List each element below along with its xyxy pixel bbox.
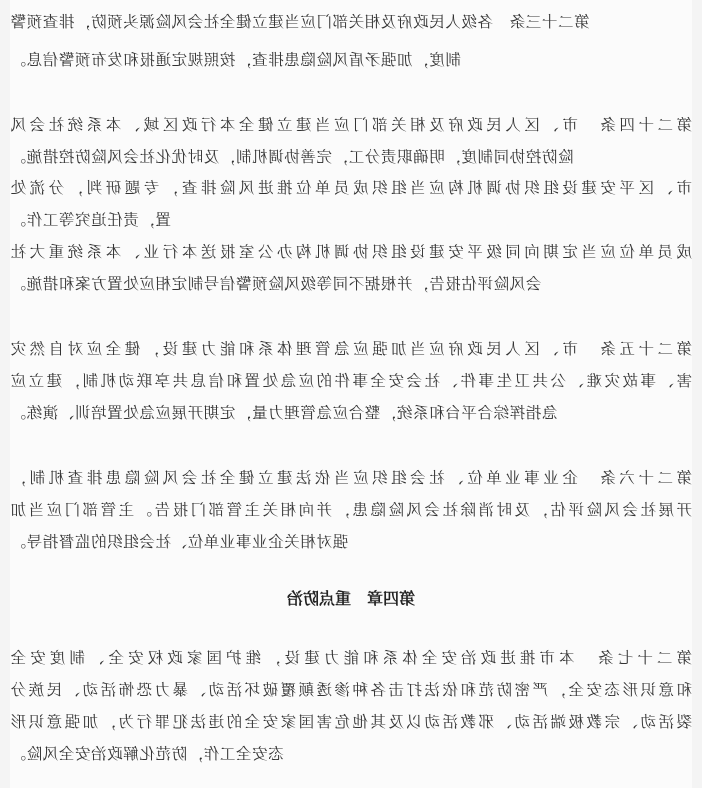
article-25-line-2: 害、事故灾难、公共卫生事件、社会安全事件的应急处置和信息共享联动机制，建立应 — [10, 372, 692, 390]
article-26-line-1: 第二十六条 企业事业单位、社会组织应当依法建立健全社会风险隐患排查机制， — [10, 469, 692, 487]
article-26-line-2: 开展社会风险评估，及时消除社会风险隐患，并向相关主管部门报告。主管部门应当加 — [10, 501, 692, 519]
article-24-line-3: 市、区平安建设组织协调机构应当组织成员单位推进风险排查，专题研判，分流处 — [10, 179, 692, 197]
article-27-line-4: 态安全工作，防范化解政治安全风险。 — [10, 745, 284, 763]
article-25-line-1: 第二十五条 市、区人民政府应当加强应急管理体系和能力建设，健全应对自然灾 — [10, 340, 692, 358]
article-24-line-4: 置，责任追究等工作。 — [10, 211, 172, 229]
article-23-line-2: 制度，加强矛盾风险隐患排查，按照规定通报和发布预警信息。 — [10, 51, 461, 69]
document-page — [10, 0, 692, 788]
article-24-line-5: 成员单位应当定期向同级平安建设组织协调机构办公室报送本行业、本系统重大社 — [10, 243, 692, 261]
article-23-line-1: 第二十三条 各级人民政府及相关部门应当建立健全社会风险源头预防，排查预警 — [10, 13, 590, 31]
article-27-line-1: 第二十七条 本市推进政治安全体系和能力建设，维护国家政权安全、制度安全 — [10, 649, 692, 667]
article-24-line-6: 会风险评估报告，并根据不同等级风险预警信号制定相应处置方案和措施。 — [10, 275, 542, 293]
article-24-line-1: 第二十四条 市、区人民政府及相关部门应当建立健全本行政区域、本系统社会风 — [10, 116, 692, 134]
article-25-line-3: 急指挥综合平台和系统，整合应急管理力量，定期开展应急处置培训、演练。 — [10, 404, 558, 422]
article-24-line-2: 险防控协同制度，明确职责分工，完善协调机制，及时优化社会风险防控措施。 — [10, 148, 574, 166]
article-27-line-2: 和意识形态安全，严密防范和依法打击各种渗透颠覆破坏活动、暴力恐怖活动、民族分 — [10, 681, 692, 699]
chapter-4-heading: 第四章 重点防治 — [287, 589, 416, 608]
article-27-line-3: 裂活动、宗教极端活动、邪教活动以及其他危害国家安全的违法犯罪行为，加强意识形 — [10, 713, 692, 731]
article-26-line-3: 强对相关企业事业单位、社会组织的监督指导。 — [10, 533, 349, 551]
